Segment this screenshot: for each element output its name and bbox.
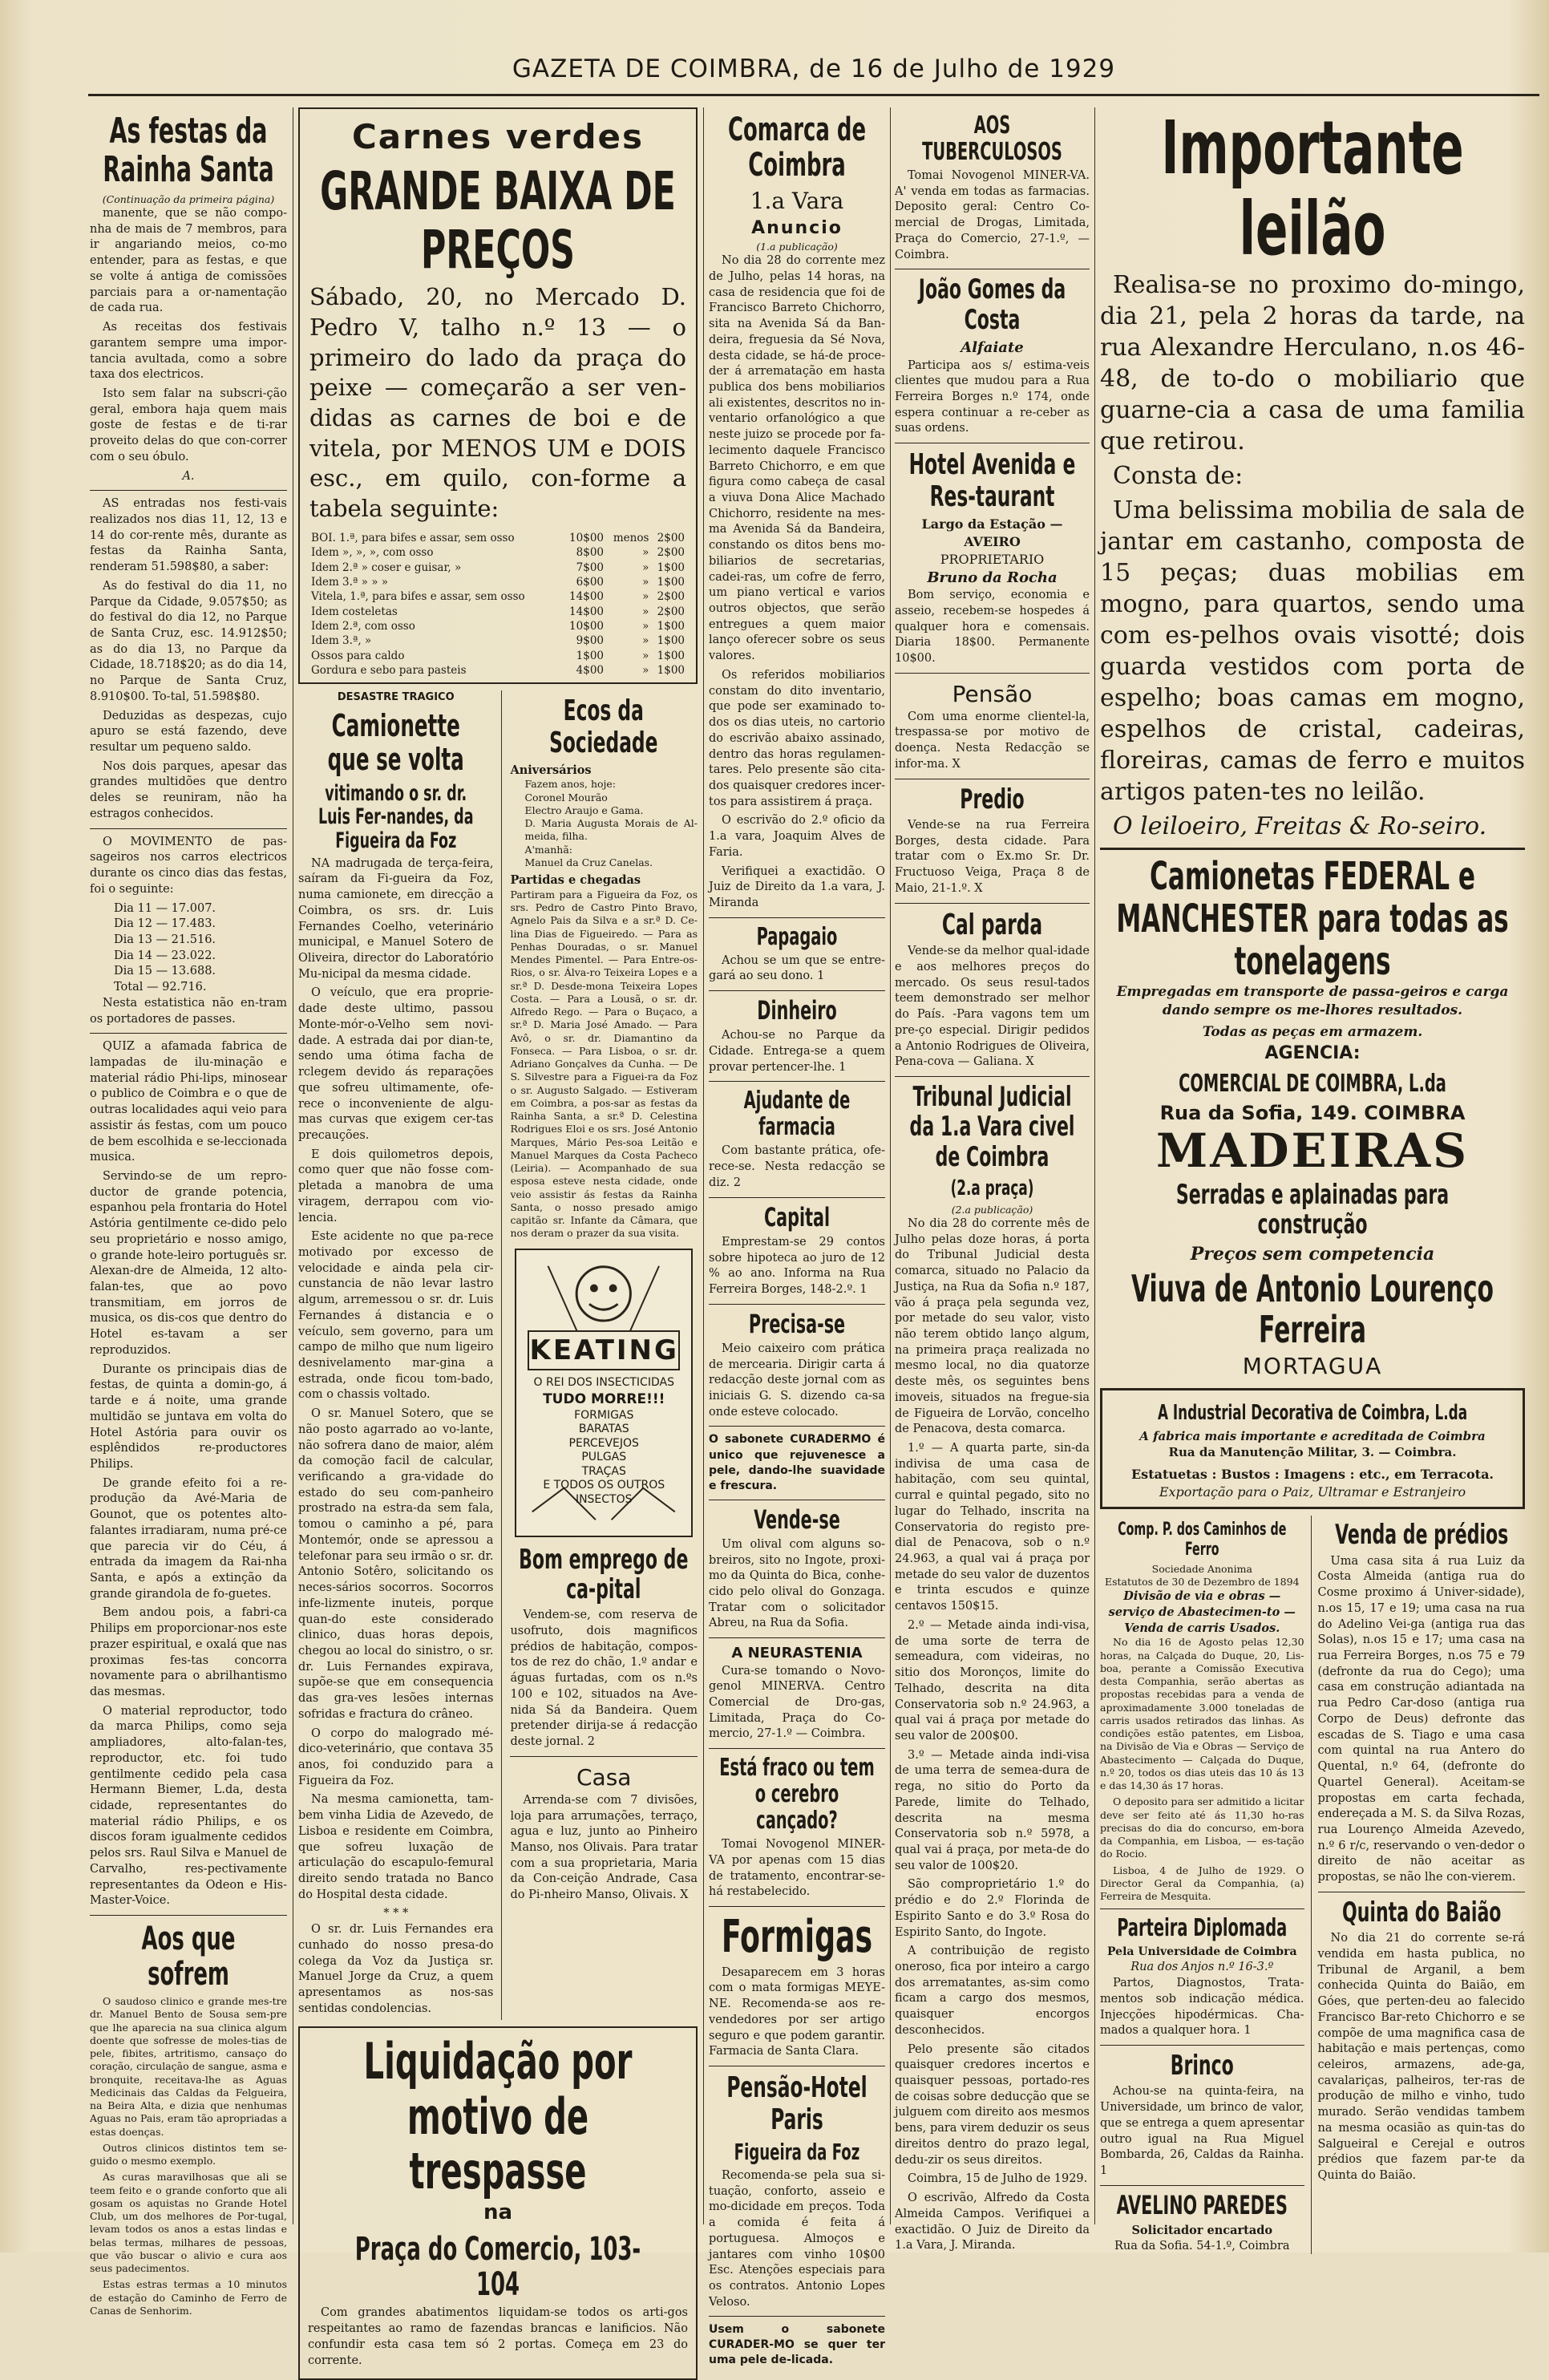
paragraph: No dia 21 do corrente se-rá vendida em hasta publica, no Tribunal de Arganil, a bem conhecida Quinta do Baião, em Góes, que perten-deu ao falecido Francisco Bar-reto Chichorro e se compõe de uma magnifica casa de habitação e mais pertenças, como celeiros, armazens, ade-ga, cavalariças, palheiros, ter-ras de produção de milho e vinho, tudo murado. Serão vendidas tambem na mesma ocasião as quin-tas do Salgueiral e Cerejal e outros prédios que fazem par-te da Quinta do Baião. [1317,1932,1525,2182]
paragraph: De grande efeito foi a re-produção da Avé-Maria de Gounot, que os potentes alto-falantes irradiaram, numa pré-ce que parecia vir do Céu, á entrada da imagem da Rai-nha Santa, e após a extinção da grande girandola de fo-guetes. [90,1476,287,1601]
price-row [309,575,686,589]
headline-esta-fraco: Está fraco ou tem o cerebro cançado? [719,1754,875,1836]
headline-formigas: Formigas [721,1911,873,1964]
list-item: Dia 13 — 21.516. [114,933,216,946]
price-cell: Gordura e sebo para pasteis [311,664,467,678]
price-cell: Vitela, 1.ª, para bifes e assar, sem osso [311,590,525,604]
divider [1100,2185,1304,2186]
divider [709,1426,885,1427]
price-cell: BOI. 1.ª, para bifes e assar, sem osso [311,531,515,544]
divider [90,490,287,491]
divider [1100,848,1525,850]
headline-tribunal: Tribunal Judicial da 1.a Vara civel de Coimbra [909,1080,1075,1173]
price-cell: 6$00 [576,575,604,589]
comarca-anuncio: Anuncio [751,218,843,239]
paragraph: E dois quilometros depois, como quer que não fosse com-pletada a manobra de uma viragem, derrapou com vio-lencia. [298,1148,494,1224]
price-cell: » [642,561,649,574]
paragraph: Partos, Diagnostos, Trata-mentos sob indicação médica. Injecções hipodérmicas. Cha-mados a qualquer hora. 1 [1100,1977,1304,2038]
list-item: PULGAS [581,1451,627,1464]
price-cell: 2$00 [657,590,685,604]
headline-cal-parda: Cal parda [941,908,1043,941]
paragraph: Tomai Novogenol MINER-VA. A' venda em todas as farmacias. Deposito geral: Centro Co-mercial de Drogas, Limitada, Praça do Comercio, 27-1.º, — Coimbra. [895,169,1090,261]
paragraph: Vende-se na rua Ferreira Borges, desta cidade. Para tratar com o Ex.mo Sr. Dr. Fructuoso Veiga, Praça 8 de Maio, 21-1.º. X [895,819,1090,895]
headline-tuberculosos: AOS TUBERCULOSOS [922,111,1062,166]
headline-venda-predios: Venda de prédios [1334,1519,1508,1552]
caminhos-ferro-notice [1100,1516,1304,2254]
price-cell: 10$00 [569,531,604,544]
price-cell: 1$00 [657,664,685,678]
aniversarios-list [510,778,698,869]
keating-brand: KEATING [528,1330,680,1370]
paragraph: Recomenda-se pela sua si-tuação, conforto, asseio e mo-dicidade em preços. Toda a comida é feita á portuguesa. Almoços e jantares com vinho 10$00 Esc. Atenções especiais para os contratos. Antonio Lopes Veloso. [709,2168,885,2309]
price-cell: Idem 2.ª, com osso [311,619,415,633]
paragraph: O escrivão do 2.º oficio da 1.a vara, Joaquim Alves de Faria. [709,814,885,859]
partidas-text: Partiram para a Figueira da Foz, os srs. Pedro de Castro Pinto Bravo, Agnelo Pais da Silva e a sr.ª D. Ce-lina Dias de Figueiredo. — Para as Penhas Douradas, o sr. Manuel Mendes Pimentel. — Para Entre-os-Rios, o sr. Álva-ro Teixeira Lopes e a sr.ª D. Desde-mona Teixeira Lopes Costa. — Para a Lousã, o sr. dr. Alfredo Rego. — Para o Buçaco, a sr.ª D. Maria José Amado. — Para Avô, o sr. dr. Diamantino da Fonseca. — Para Lisboa, o sr. dr. Adriano Gonçalves da Cunha. — De S. Silvestre para a Figuei-ra da Foz o sr. Augusto Salgado. — Estiveram em Coimbra, a pos-sar as festas da Rainha Santa, a sr.ª D. Celestina Rodrigues Eloi e os srs. José Antonio Marques, Mário Pes-soa Leitão e Manuel Marques da Costa Pacheco (Leiria). — Acompanhado de sua esposa esteve nesta cidade, onde veio assistir ás festas da Rainha Santa, o nosso presado amigo capitão sr. Infante da Câmara, que nos deram o prazer da sua visita. [510,888,698,1240]
divider [709,1081,885,1082]
paragraph: No dia 16 de Agosto pelas 12,30 horas, na Calçada do Duque, 20, Lis-boa, perante a Comissão Executiva desta Companhia, serão abertas as propostas recebidas para a venda de aproximadamente 3.000 toneladas de carris usados retirados das linhas. As condições estão patentes, em Lisboa, na Divisão de Via e Obras — Serviço de Abastecimento — Calçada do Duque, n.º 20, todos os dias uteis das 10 ás 13 e das 14,30 ás 17 horas. [1100,1636,1304,1792]
price-cell: » [642,605,649,618]
paragraph: Vendem-se, com reserva de usofruto, dois magnificos prédios de habitação, compos-tos de rez do chão, 1.º andar e águas furtadas, com os n.ºs 100 e 102, situados na Ave-nida Sá da Bandeira. Quem pretender dirija-se á redacção deste jornal. 2 [510,1609,698,1749]
paragraph: Isto sem falar na subscri-ção geral, embora haja quem mais goste de festas e de ti-rar proveito delas do que con-correr com o seu óbulo. [90,387,287,463]
paragraph: A contribuição de registo oneroso, fica por inteiro a cargo dos arrematantes, as-sim como ficam a cargo dos mesmos, quaisquer encorgos desconhecidos. [895,1945,1090,2037]
paragraph: Achou se um que se entre-gará ao seu dono. 1 [709,953,885,983]
parteira-address: Rua dos Anjos n.º 16-3.º [1130,1961,1274,1974]
list-item: Electro Araujo e Gama. [524,803,644,816]
headline-predio: Predio [960,783,1025,816]
agencia-address: Rua da Sofia, 149. COIMBRA [1159,1102,1466,1124]
paragraph: O veículo, que era proprie-dade deste ultimo, passou Monte-mór-o-Velho sem novi-dade. A estrada dai por dian-te, sendo uma ótima facha de rclegem devido ás reparações que sofreu ultimamente, ofe-rece o inconveniente de algu-mas curvas que exigem cer-tas precauções. [298,986,494,1142]
divider [709,1197,885,1198]
paragraph: QUIZ a afamada fabrica de lampadas de ilu-minação e material rádio Phi-lips, minosear o publico de Coimbra e o que de outras localidades aqui veio para assistir ás festas, com um pouco de bem escolhida e se-leccionada musica. [90,1040,287,1164]
headline-quinta-baiao: Quinta do Baião [1341,1896,1501,1929]
paragraph: Bom serviço, economia e asseio, recebem-se hospedes á qualquer hora e comensais. Diaria 18$00. Permanente 10$00. [895,589,1090,665]
avelino-address: Rua da Sofia. 54-1.º, Coimbra [1114,2239,1290,2252]
divider [709,1906,885,1907]
paragraph: No dia 28 do corrente mez de Julho, pelas 14 horas, na casa de residencia que foi de Francisco Barreto Chichorro, sita na Avenida Sá da Ban-deira, freguesia da Sé Nova, desta cidade, se há-de proce-der á arrematação em hasta publica dos bens mobiliarios ali existentes, descritos no in-ventario orfanológico a que neste juizo se procede por fa-lecimento daquele Francisco Barreto Chichorro, e em que figura como cabeça de casal a viuva Dona Alice Machado Chichorro, residente na mes-ma Avenida Sá da Bandeira, constando os ditos bens mo-biliarios de secretarias, cadei-ras, um cofre de ferro, um piano vertical e varios outros objectos, que serão entregues a quem maior lanço oferecer sobre os seus valores. [709,254,885,663]
leilao-body [1100,269,1525,842]
avelino-title: Solicitador encartado [1131,2223,1273,2237]
headline-hotel-avenida: Hotel Avenida e Res-taurant [908,448,1076,513]
headline-joao-gomes: João Gomes da Costa [918,273,1066,336]
keating-tagline: TUDO MORRE!!! [543,1390,665,1407]
paragraph: As receitas dos festivais garantem sempre uma impor-tancia avultada, como a sobre taxa dos electricos. [90,321,287,382]
madeiras-vendor: Viuva de Antonio Lourenço Ferreira [1131,1267,1494,1351]
headline-madeiras: MADEIRAS [1156,1123,1469,1178]
paragraph: As do festival do dia 11, no Parque da Cidade, 9.057$50; as do festival do dia 12, no Parque de Santa Cruz, esc. 14.912$50; as do dia 13, no Parque da Cidade, 18.718$20; as do dia 14, no Parque de Santa Cruz, 8.910$00. To-tal, 51.598$80. [90,579,287,703]
paragraph: Outros clinicos distintos tem se-guido o mesmo exemplo. [90,2141,287,2168]
keating-insect-list [516,1409,691,1508]
madeiras-sub: Serradas e aplainadas para construção [1175,1178,1450,1241]
list-item: Dia 14 — 23.022. [114,949,216,962]
list-item: TRAÇAS [581,1464,626,1478]
paragraph: Com grandes abatimentos liquidam-se todos os arti-gos respeitantes ao ramo de fazendas brancas e lanificios. Não confundir esta casa tem só 2 portas. Começa em 23 do corrente. [308,2306,688,2367]
paragraph: Lisboa, 4 de Julho de 1929. O Director Geral da Companhia, (a) Ferreira de Mesquita. [1100,1864,1304,1903]
paragraph: Nos dois parques, apesar das grandes multidões que dentro deles se reuniram, não ha estragos conhecidos. [90,759,287,820]
list-item: Manuel da Cruz Canelas. [524,856,653,868]
paragraph: Deduzidas as despezas, cujo apuro se está fazendo, deve resultar um pequeno saldo. [90,709,287,755]
paragraph: O sr. Manuel Sotero, que se não posto agarrado ao vo-lante, não sofrera dano de maior, além da comoção facil de calcular, verificando a gra-vidade do estado do seu com-panheiro prostrado na estra-da sem fala, tomou o caminho a pé, para Montemór, onde se apressou a telefonar para seu irmão o sr. dr. Antonio Sotêro, solicitando os neces-sários socorros. Socorros infe-lizmente inuteis, porque quan-do este considerado clinico, duas horas depois, chegou ao local do sinistro, o sr. dr. Luis Fernandes expirava, supõe-se que em consequencia das gra-ves lesões internas sofridas e fractura do crâneo. [298,1407,494,1721]
column-rule [1094,107,1095,2224]
headline-bom-emprego: Bom emprego de ca-pital [519,1543,689,1605]
column-leilao [1100,105,1525,2252]
list-item: PERCEVEJOS [568,1436,639,1450]
camionetas-sub: Empregadas em transporte de passa-geiros e carga dando sempre os me-lhores resultados. [1116,983,1509,1018]
keating-subtitle: O REI DOS INSECTICIDAS [533,1375,674,1389]
curadermo-ad-2: Usem o sabonete CURADER-MO se quer ter uma pele de-licada. [709,2323,885,2367]
divider [709,1304,885,1305]
desastre-article [298,690,493,2020]
publicacao-note: (2.a publicação) [951,1203,1033,1216]
headline-casa: Casa [576,1763,632,1791]
price-cell: 7$00 [576,561,604,574]
price-table [309,531,686,678]
price-row [309,605,686,619]
liquidacao-na: na [483,2200,513,2225]
price-cell: Idem costeletas [311,605,398,618]
paragraph: Na mesma camionetta, tam-bem vinha Lidia de Azevedo, de Lisboa e residente em Coimbra, que sofreu luxação de articulação do escapulo-femural direito sendo tratada no Banco do Hospital desta cidade. [298,1793,494,1901]
separator-stars: * * * [383,1907,409,1921]
paragraph: Os referidos mobiliarios constam do dito inventario, que pode ser examinado to-dos os dias uteis, no cartorio do escrivão abaixo assinado, dentro das horas regulamen-tares. Pelo presente são cita-dos quaisquer credores incer-tos para assistirem á praça. [709,668,885,808]
paragraph: O saudoso clinico e grande mes-tre dr. Manuel Bento de Sousa sem-pre que lhe aparecia na sua clinica algum doente que sofresse de moles-tias de pele, fibites, artritismo, cansaço do coração, circulação de sangue, asma e bronquite, receitava-lhe as Aguas Medicinais das Caldas da Felgueira, na Beira Alta, e dizia que nenhumas Aguas no Pais, eram tão apropriadas a estas doenças. [90,1995,287,2138]
headline-grande-baixa: GRANDE BAIXA DE PREÇOS [320,160,676,281]
paragraph: O material reproductor, todo da marca Philips, como seja ampliadores, alto-falan-tes, reproductor, etc. foi tudo gentilmente cedido pela casa Hermann Biemer, L.da, desta cidade, representantes do material rádio Philips, e os discos foram igualmente cedidos pelos srs. Raul Silva e Manuel de Carvalho, res-pectivamente representantes da Odeon e His-Master-Voice. [90,1704,287,1908]
paragraph: Cura-se tomando o Novo-genol MINERVA. Centro Comercial de Dro-gas, Limitada, Praça do Co-mercio, 27-1.º — Coimbra. [709,1664,885,1741]
price-cell: 2$00 [657,546,685,560]
headline-aos-que-sofrem: Aos que sofrem [141,1921,236,1993]
price-cell: » [642,546,649,560]
industrial-products: Estatuetas : Bustos : Imagens : etc., em Terracota. [1130,1466,1494,1482]
price-cell: menos [613,531,649,544]
signature: A. [182,469,195,483]
paragraph: Coimbra, 15 de Julho de 1929. [908,2172,1088,2186]
headline-papagaio: Papagaio [756,922,838,951]
divider [1100,2045,1304,2046]
price-cell: 1$00 [657,634,685,648]
subhead-aniversarios: Aniversários [510,763,592,777]
hotel-address: Largo da Estação — AVEIRO [921,516,1063,550]
cp-sociedade: Sociedade Anonima [1151,1562,1252,1575]
price-cell: » [642,634,649,648]
masthead: GAZETA DE COIMBRA, de 16 de Julho de 1929 [88,55,1539,96]
headline-liquidacao: Liquidação por motivo de trespasse [363,2032,633,2200]
paragraph: Desaparecem em 3 horas com o mata formigas MEYE-NE. Recomenda-se aos re-vendedores por ser artigo seguro e que podem garantir. Farmacia de Santa Clara. [709,1965,885,2058]
proprietario-name: Bruno da Rocha [927,569,1058,586]
paragraph: 3.º — Metade ainda indi-visa de uma terra de semea-dura de rega, no sitio do Porto da Parede, limite do Telhado, descrita na mesma Conservatoria sob n.º 5978, a qual vai á praça, por meta-de do seu valor de 100$20. [895,1748,1090,1872]
headline-avelino: AVELINO PAREDES [1116,2189,1288,2220]
madeiras-precos: Preços sem competencia [1190,1244,1435,1265]
headline-carnes-verdes: Carnes verdes [351,117,644,156]
cp-divisao: Divisão de via e obras — serviço de Abastecimen-to — Venda de carris Usados. [1108,1589,1296,1635]
price-cell: 4$00 [576,664,604,678]
price-cell: » [642,590,649,604]
paragraph: O deposito para ser admitido a licitar deve ser feito até ás 11,30 ho-ras precisas do dia do concurso, em-bora da Companhia, em Lisboa, — es-tação do Rocio. [1100,1795,1304,1860]
divider [895,903,1090,904]
divider [90,1915,287,1916]
list-item: E TODOS OS OUTROS INSECTOS [543,1479,665,1506]
list-item: Dia 15 — 13.688. [114,965,216,978]
price-cell: Idem 3.ª » » » [311,575,389,589]
column-rule [501,690,502,2020]
price-cell: 1$00 [657,575,685,589]
paragraph: Uma casa sita á rua Luiz da Costa Almeida (antiga rua do Cosme proximo á Univer-sidade), n.os 15, 17 e 19; uma casa na rua do Adelino Vei-ga (antiga rua das Solas), n.os 15 e 17; uma casa na rua Ferreira Borges, n.os 75 e 79 (defronte da rua do Cego); uma casa em construção adiantada na rua Pedro Car-doso (antiga rua Corpo de Deus) defronte das escadas de S. Tiago e uma casa com quintal na rua Antero do Quental, n.º 64, (defronte do Quartel General). Aceitam-se propostas em carta fechada, endereçada a M. S. da Silva Rozas, rua Lourenço Almeida Azevedo, n.º 6 r/c, reservando o ven-dedor o direito de não aceitar as propostas, se não lhe con-vierem. [1317,1554,1525,1884]
list-item: Dia 12 — 17.483. [114,917,216,931]
curadermo-ad: O sabonete CURADERMO é unico que rejuvenesce a pele, dando-lhe suavidade e frescura. [709,1433,885,1492]
paragraph: Durante os principais dias de festas, de quinta a domin-go, á tarde e á noite, uma grande multidão se juntava em volta do Hotel Astória para ouvir os esplêndidos re-productores Philips. [90,1362,287,1471]
price-cell: 1$00 [657,561,685,574]
headline-pensao-hotel: Pensão-Hotel Paris [726,2070,868,2136]
headline-precisa-se: Precisa-se [748,1308,846,1339]
carnes-verdes-ad [298,107,698,684]
industrial-tagline: A fabrica mais importante e acreditada de Coimbra [1139,1429,1486,1444]
headline-importante-leilao: Importante leilão [1161,105,1464,273]
divider [709,917,885,918]
paragraph: NA madrugada de terça-feira, saíram da Fi-gueira da Foz, numa camionete, em direcção a Coimbra, os srs. dr. Luis Fernandes Coelho, veterinário municipal, e Manuel Sotero de Oliveira, director do Laboratório Mu-nicipal da mesma cidade. [298,856,494,981]
headline-camionette: Camionette que se volta [327,708,464,777]
column-festas [90,107,287,2317]
price-cell: 1$00 [576,649,604,662]
headline-vende-se: Vende-se [754,1504,840,1535]
price-row [309,561,686,575]
headline-neurastenia: A NEURASTENIA [731,1645,863,1662]
price-cell: Ossos para caldo [311,649,405,662]
column-comarca [709,107,885,2367]
price-cell: » [642,664,649,678]
divider [1100,1908,1304,1909]
list-item: BARATAS [578,1423,629,1436]
price-cell: 1$00 [657,649,685,662]
paragraph: O corpo do malogrado mé-dico-veterinário, que contava 35 anos, foi conduzido para a Figueira da Foz. [298,1726,494,1787]
paragraph: Servindo-se de um repro-ductor de grande potencia, espanhou pela frontaria do Hotel Astória gentilmente ce-dido pelo seu proprietário e nosso amigo, o grande hote-leiro português sr. Alexan-dre de Almeida, 12 alto-falan-tes, que ao povo transmitiam, em jorros de musica, os dis-cos que dentro do Hotel es-tavam a ser reproduzidos. [90,1170,287,1357]
headline-vitimando: vitimando o sr. dr. Luis Fer-nandes, da Figueira da Foz [317,780,474,854]
venda-predios-column [1318,1516,1525,2254]
carnes-lead: Sábado, 20, no Mercado D. Pedro V, talho n.º 13 — o primeiro do lado da praça do peixe — começarão a ser ven-didas as carnes de boi e de vitela, por MENOS UM e DOIS esc., em quilo, con-forme a tabela seguinte: [309,283,686,523]
paragraph: 2.º — Metade ainda indi-visa, de uma sorte de terra de semeadura, com videiras, no sitio dos Moronços, limite do Telhado, descrita na dita Conservatoria sob n.º 24.963, a qual vai á praça por metade do seu valor de 200$00. [895,1618,1090,1742]
cp-estatutos: Estatutos de 30 de Dezembro de 1894 [1104,1575,1300,1588]
industrial-export: Exportação para o Paiz, Ultramar e Estranjeiro [1159,1483,1466,1500]
keating-ad [515,1249,693,1537]
paragraph: Um olival com alguns so-breiros, sito no Ingote, proxi-mo da Quinta do Bica, conhe-cido pelo olival do Gonzaga. Tratar com o solicitador Abreu, na Rua da Sofia. [709,1537,885,1630]
column-tuberculosos [895,107,1090,2252]
paragraph: Pelo presente são citados quaisquer credores incertos e quaisquer pessoas, portado-res de coisas sobre deducção que se julguem com direito aos mesmos bens, para virem deduzir os seus direitos dentro do prazo legal, dedu-zir os seus direitos. [895,2042,1090,2167]
list-item: A'manhã: [524,843,573,856]
headline-comarca: Comarca de Coimbra [727,111,867,184]
paragraph: O escrivão, Alfredo da Costa Almeida Campos. Verifiquei a exactidão. O Juiz de Direito da 1.a Vara, J. Miranda. [895,2192,1090,2252]
paragraph: 1.º — A quarta parte, sin-da indivisa de uma casa de habitação, com seu quintal, curral e quintal pegado, sito no lugar do Telhado, inscrita na Conservatoria do registo pre-dial de Penacova, sob o n.º 24.963, a qual vai á praça por metade do seu valor de duzentos e trinta escudos e quinze centavos 150$15. [895,1442,1090,1613]
price-cell: » [642,575,649,589]
price-row [309,619,686,633]
subhead-alfaiate: Alfaiate [961,339,1024,357]
agencia-name: COMERCIAL DE COIMBRA, L.da [1179,1070,1446,1098]
list-total: Total — 92.716. [114,981,207,994]
divider [90,828,287,829]
paragraph: Achou-se no Parque da Cidade. Entrega-se a quem provar pertencer-lhe. 1 [709,1029,885,1074]
price-cell: Idem 2.ª » coser e guisar, » [311,561,462,574]
price-cell: 9$00 [576,634,604,648]
publicacao-note: (1.a publicação) [756,240,838,253]
paragraph: Verifiquei a exactidão. O Juiz de Direito da 1.a vara, J. Miranda [709,864,885,909]
price-cell: 14$00 [569,605,604,618]
parteira-university: Pela Universidade de Coimbra [1107,1945,1297,1959]
price-cell: » [642,649,649,662]
list-item: Coronel Mourão [524,791,608,803]
headline-brinco: Brinco [1170,2050,1234,2082]
divider [895,673,1090,674]
divider [709,1637,885,1638]
price-cell: Idem 3.ª, » [311,634,372,648]
subhead-partidas: Partidas e chegadas [510,873,641,888]
paragraph: O MOVIMENTO de pas-sageiros nos carros electricos durante os cinco dias das festas, foi o seguinte: [90,835,287,896]
proprietario-label: PROPRIETARIO [940,551,1045,567]
industrial-address: Rua da Manutenção Militar, 3. — Coimbra. [1168,1445,1457,1460]
price-row [309,531,686,545]
paragraph: Nesta estatistica não en-tram os portadores de passes. [90,996,287,1026]
paragraph: Arrenda-se com 7 divisões, loja para arrumações, terraço, agua e luz, junto ao Pinheiro Manso, nos Olivais. Para tratar com a sua proprietaria, Maria da Con-ceição Andrade, Casa do Pi-nheiro Manso, Olivais. X [510,1793,698,1902]
price-cell: 2$00 [657,605,685,618]
passenger-list [90,901,287,996]
divider [709,2316,885,2317]
column-rule [1311,1516,1312,2254]
agencia-label: AGENCIA: [1264,1043,1361,1064]
camionetas-pecas: Todas as peças em armazem. [1202,1023,1423,1040]
divider [90,1033,287,1034]
paragraph: Com bastante prática, ofe-rece-se. Nesta redacção se diz. 2 [709,1144,885,1189]
price-row [309,663,686,678]
subhead-desastre: DESASTRE TRAGICO [337,691,455,704]
paragraph: Realisa-se no proximo do-mingo, dia 21, pela 2 horas da tarde, na rua Alexandre Herculano, n.os 46-48, de to-do o mobiliario que guarne-cia a casa de uma familia que retirou. [1100,271,1525,456]
headline-festas: As festas da Rainha Santa [103,111,274,191]
paragraph: Meio caixeiro com prática de mercearia. Dirigir carta á redacção deste jornal com as iniciais G. S. dizendo ca-sa onde esteve colocado. [709,1342,885,1419]
price-row [309,589,686,604]
list-item: Fazem anos, hoje: [524,778,617,791]
divider [709,1748,885,1749]
price-cell: 2$00 [657,531,685,544]
paragraph: Vende-se da melhor qual-idade e aos melhores preços do mercado. Os seus resul-tados teem demonstrado ser melhor do País. -Para vagons tem um pre-ço especial. Dirigir pedidos a Antonio Rodrigues de Oliveira, Pena-cova — Galiana. X [895,945,1090,1069]
paragraph: As curas maravilhosas que ali se teem feito e o grande conforto que ali gosam os aquistas no Grande Hotel Club, um dos melhores de Por-tugal, levam todos os anos a estas lindas e belas termas, milhares de pessoas, que vão buscar o alivio e cura aos seus padecimentos. [90,2171,287,2275]
paragraph: O sr. dr. Luis Fernandes era cunhado do nosso presa-do colega da Voz da Justiça sr. Manuel Jorge da Cruz, a quem apresentamos as nos-sas sentidas condolencias. [298,1923,494,2015]
madeiras-place: MORTAGUA [1242,1353,1383,1380]
headline-camionetas: Camionetas FEDERAL e MANCHESTER para todas as tonelagens [1116,854,1509,984]
column-carnes [298,107,698,2367]
price-cell: » [642,619,649,633]
headline-ecos: Ecos da Sociedade [549,694,658,759]
subhead-figueira: Figueira da Foz [734,2139,860,2166]
liquidacao-ad [298,2026,698,2380]
price-row [309,633,686,648]
list-item: FORMIGAS [574,1408,634,1422]
price-cell: 1$00 [657,619,685,633]
price-cell: 14$00 [569,590,604,604]
paragraph: No dia 28 do corrente mês de Julho pelas doze horas, á porta do Tribunal Judicial desta comarca, situado no Palacio da Justiça, na Rua da Sofia n.º 187, vão á praça pela segunda vez, por metade do seu valor, visto não terem obtido lanço algum, na primeira praça realizada no mesmo local, no dia quatorze deste mês, os seguintes bens imoveis, situados na fregue-sia de Figueira de Lorvão, concelho de Penacova, desta comarca. [895,1216,1090,1436]
cp-name: Comp. P. dos Caminhos de Ferro [1118,1520,1287,1560]
list-item: D. Maria Augusta Morais de Al-meida, filha. [524,817,698,843]
subhead-2a-praca: (2.a praça) [950,1176,1034,1201]
price-cell: 10$00 [569,619,604,633]
comarca-vara: 1.a Vara [750,188,844,214]
headline-dinheiro: Dinheiro [757,995,837,1026]
paragraph: Consta de: [1113,462,1244,491]
ecos-column [510,690,698,2020]
industrial-decorativa-ad [1100,1388,1525,1509]
headline-capital: Capital [763,1201,831,1232]
headline-pensao: Pensão [952,680,1033,707]
paragraph: Com uma enorme clientel-la, trespassa-se por motivo de doença. Nesta Redacção se infor-ma. X [895,710,1090,771]
headline-ajudante: Ajudante de farmacia [743,1087,851,1142]
divider [510,1756,698,1757]
industrial-name: A Industrial Decorativa de Coimbra, L.da [1157,1401,1468,1426]
liquidacao-address: Praça do Comercio, 103-104 [354,2231,641,2304]
paragraph: Estas estras termas a 10 minutos de estação do Caminho de Ferro de Canas de Senhorim. [90,2278,287,2317]
column-rule [890,107,891,2224]
paragraph: Tomai Novogenol MINER-VA por apenas com 15 dias de tratamento, encontrar-se-há restabelecido. [709,1838,885,1899]
price-cell: 8$00 [576,546,604,560]
price-cell: Idem », », », com osso [311,546,434,560]
paragraph: Emprestam-se 29 contos sobre hipoteca ao juro de 12 % ao ano. Informa na Rua Ferreira Borges, 148-2.º. 1 [709,1235,885,1296]
column-rule [703,107,704,2224]
paragraph: Bem andou pois, a fabri-ca Philips em proporcionar-nos este prazer espiritual, e oxalá que nas proximas fes-tas concorra novamente para o abrilhantismo das mesmas. [90,1606,287,1698]
divider [709,990,885,991]
paragraph: São comproprietário 1.º do prédio e do 2.º Florinda de Espirito Santo e do 3.º Rosa do Espirito Santo, do Ingote. [895,1878,1090,1939]
paragraph: Uma belissima mobilia de sala de jantar em castanho, composta de 15 peças; duas mobilias em mogno, para quartos, sendo uma com es-pelhos ovais visotté; dois guarda vestidos com porta de espelho; boas camas em mogno, espelhos de cristal, cadeiras, floreiras, camas de ferro e muitos artigos paten-tes no leilão. [1100,496,1525,807]
price-row [309,649,686,663]
paragraph: AS entradas nos festi-vais realizados nos dias 11, 12, 13 e 14 do cor-rente mês, durante as festas da Rainha Santa, renderam 51.598$80, a saber: [90,497,287,574]
price-row [309,545,686,560]
paragraph: Participa aos s/ estima-veis clientes que mudou para a Rua Ferreira Borges n.º 174, onde espera continuar a re-ceber as suas ordens. [895,358,1090,435]
paragraph: Este acidente no que pa-rece motivado por excesso de velocidade e ainda pela cir-cunstancia de não levar lastro algum, arremessou o sr. dr. Luis Fernandes á distancia e o veículo, sem governo, para um campo de milho que num ligeiro desnivelamento mar-gina a estrada, onde ficou tom-bado, com o chassis voltado. [298,1230,494,1402]
paragraph: O leiloeiro, Freitas & Ro-seiro. [1113,812,1487,841]
headline-parteira: Parteira Diplomada [1117,1914,1288,1943]
paragraph: Achou-se na quinta-feira, na Universidade, um brinco de valor, que se entrega a quem apresentar outro igual na Rua Miguel Bombarda, 26, Caldas da Rainha. 1 [1100,2085,1304,2177]
divider [895,1076,1090,1077]
list-item: Dia 11 — 17.007. [114,901,216,915]
continuation-note: (Continuação da primeira página) [102,192,275,205]
paragraph: manente, que se não compo-nha de mais de 7 membros, para ir angariando meios, co-mo entender, para as festas, e que se volte á antiga de comissões parciais para a or-namentação de cada rua. [90,207,287,315]
